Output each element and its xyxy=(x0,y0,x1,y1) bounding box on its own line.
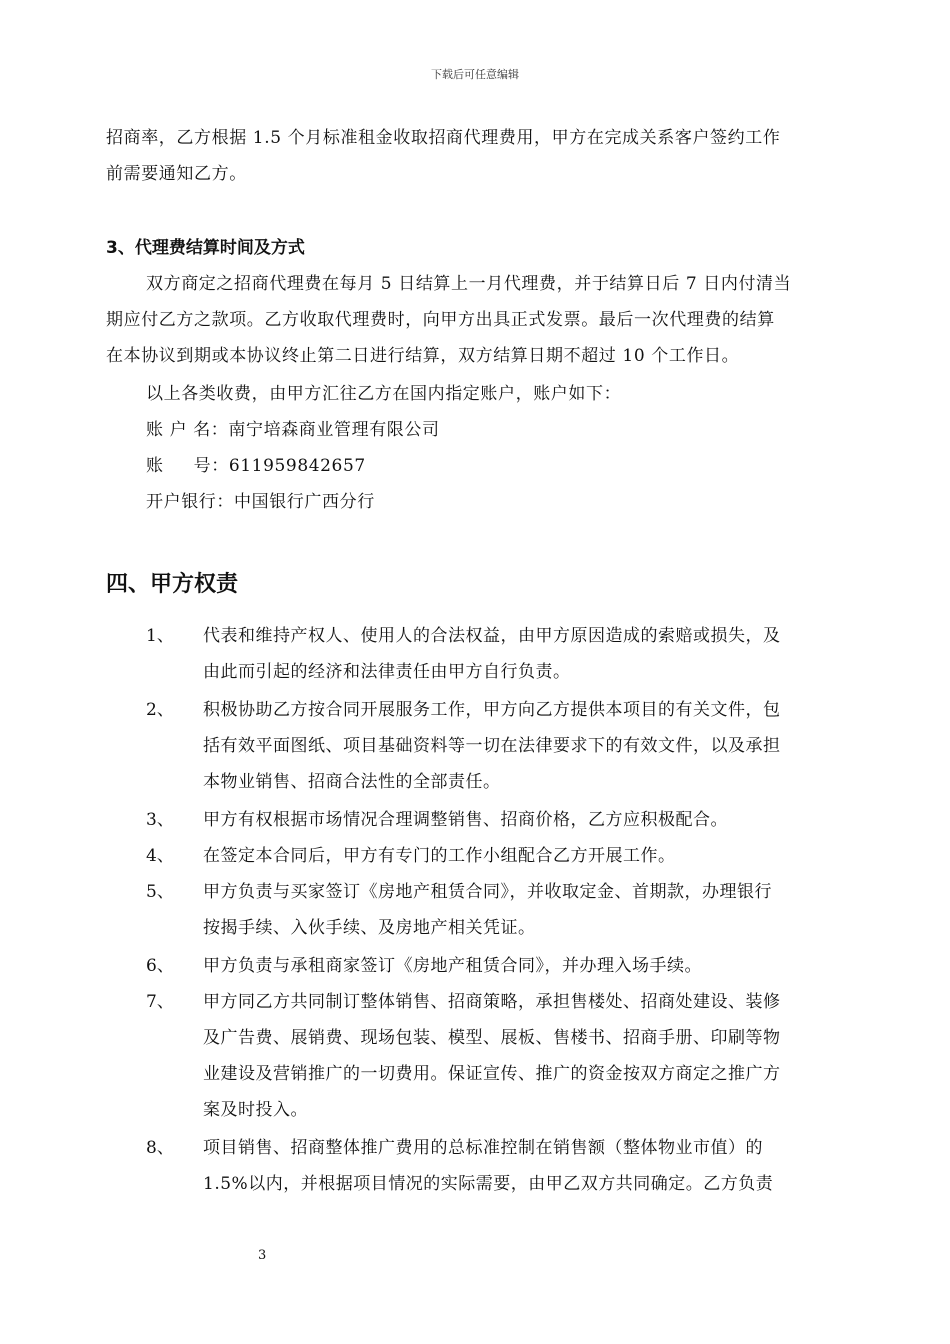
item-line: 1.5%以内，并根据项目情况的实际需要，由甲乙双方共同确定。乙方负责 xyxy=(203,1174,774,1194)
section-3-para-line-3: 在本协议到期或本协议终止第二日进行结算，双方结算日期不超过 10 个工作日。 xyxy=(106,346,740,366)
item-number: 7、 xyxy=(146,992,174,1012)
item-line: 按揭手续、入伙手续、及房地产相关凭证。 xyxy=(203,918,536,938)
item-line: 及广告费、展销费、现场包装、模型、展板、售楼书、招商手册、印刷等物 xyxy=(203,1028,781,1048)
account-intro: 以上各类收费，由甲方汇往乙方在国内指定账户，账户如下： xyxy=(146,384,622,404)
item-line: 积极协助乙方按合同开展服务工作，甲方向乙方提供本项目的有关文件，包 xyxy=(203,700,781,720)
item-line: 甲方负责与买家签订《房地产租赁合同》，并收取定金、首期款，办理银行 xyxy=(203,882,772,902)
item-line: 甲方同乙方共同制订整体销售、招商策略，承担售楼处、招商处建设、装修 xyxy=(203,992,781,1012)
page-number: 3 xyxy=(258,1248,267,1263)
intro-line-1: 招商率，乙方根据 1.5 个月标准租金收取招商代理费用，甲方在完成关系客户签约工作 xyxy=(106,128,781,148)
item-line: 代表和维持产权人、使用人的合法权益，由甲方原因造成的索赔或损失，及 xyxy=(203,626,781,646)
section-3-para-line-1: 双方商定之招商代理费在每月 5 日结算上一月代理费，并于结算日后 7 日内付清当 xyxy=(146,274,792,294)
item-number: 5、 xyxy=(146,882,174,902)
item-line: 甲方负责与承租商家签订《房地产租赁合同》，并办理入场手续。 xyxy=(203,956,702,976)
item-number: 4、 xyxy=(146,846,174,866)
item-number: 6、 xyxy=(146,956,174,976)
section-4-title: 四、甲方权责 xyxy=(106,572,239,597)
item-line: 业建设及营销推广的一切费用。保证宣传、推广的资金按双方商定之推广方 xyxy=(203,1064,781,1084)
account-bank: 开户银行：中国银行广西分行 xyxy=(146,492,375,512)
account-number: 账 号：611959842657 xyxy=(146,456,366,476)
account-name: 账 户 名：南宁培森商业管理有限公司 xyxy=(146,420,440,440)
item-number: 2、 xyxy=(146,700,174,720)
item-line: 由此而引起的经济和法律责任由甲方自行负责。 xyxy=(203,662,571,682)
item-line: 甲方有权根据市场情况合理调整销售、招商价格，乙方应积极配合。 xyxy=(203,810,728,830)
item-line: 项目销售、招商整体推广费用的总标准控制在销售额（整体物业市值）的 xyxy=(203,1138,763,1158)
item-line: 本物业销售、招商合法性的全部责任。 xyxy=(203,772,501,792)
item-number: 3、 xyxy=(146,810,174,830)
page-header: 下载后可任意编辑 xyxy=(431,68,519,81)
section-3-title: 3、代理费结算时间及方式 xyxy=(106,238,305,258)
intro-line-2: 前需要通知乙方。 xyxy=(106,164,247,184)
item-line: 案及时投入。 xyxy=(203,1100,308,1120)
section-3-para-line-2: 期应付乙方之款项。乙方收取代理费时，向甲方出具正式发票。最后一次代理费的结算 xyxy=(106,310,775,330)
item-number: 1、 xyxy=(146,626,174,646)
item-line: 括有效平面图纸、项目基础资料等一切在法律要求下的有效文件，以及承担 xyxy=(203,736,781,756)
item-line: 在签定本合同后，甲方有专门的工作小组配合乙方开展工作。 xyxy=(203,846,676,866)
item-number: 8、 xyxy=(146,1138,174,1158)
